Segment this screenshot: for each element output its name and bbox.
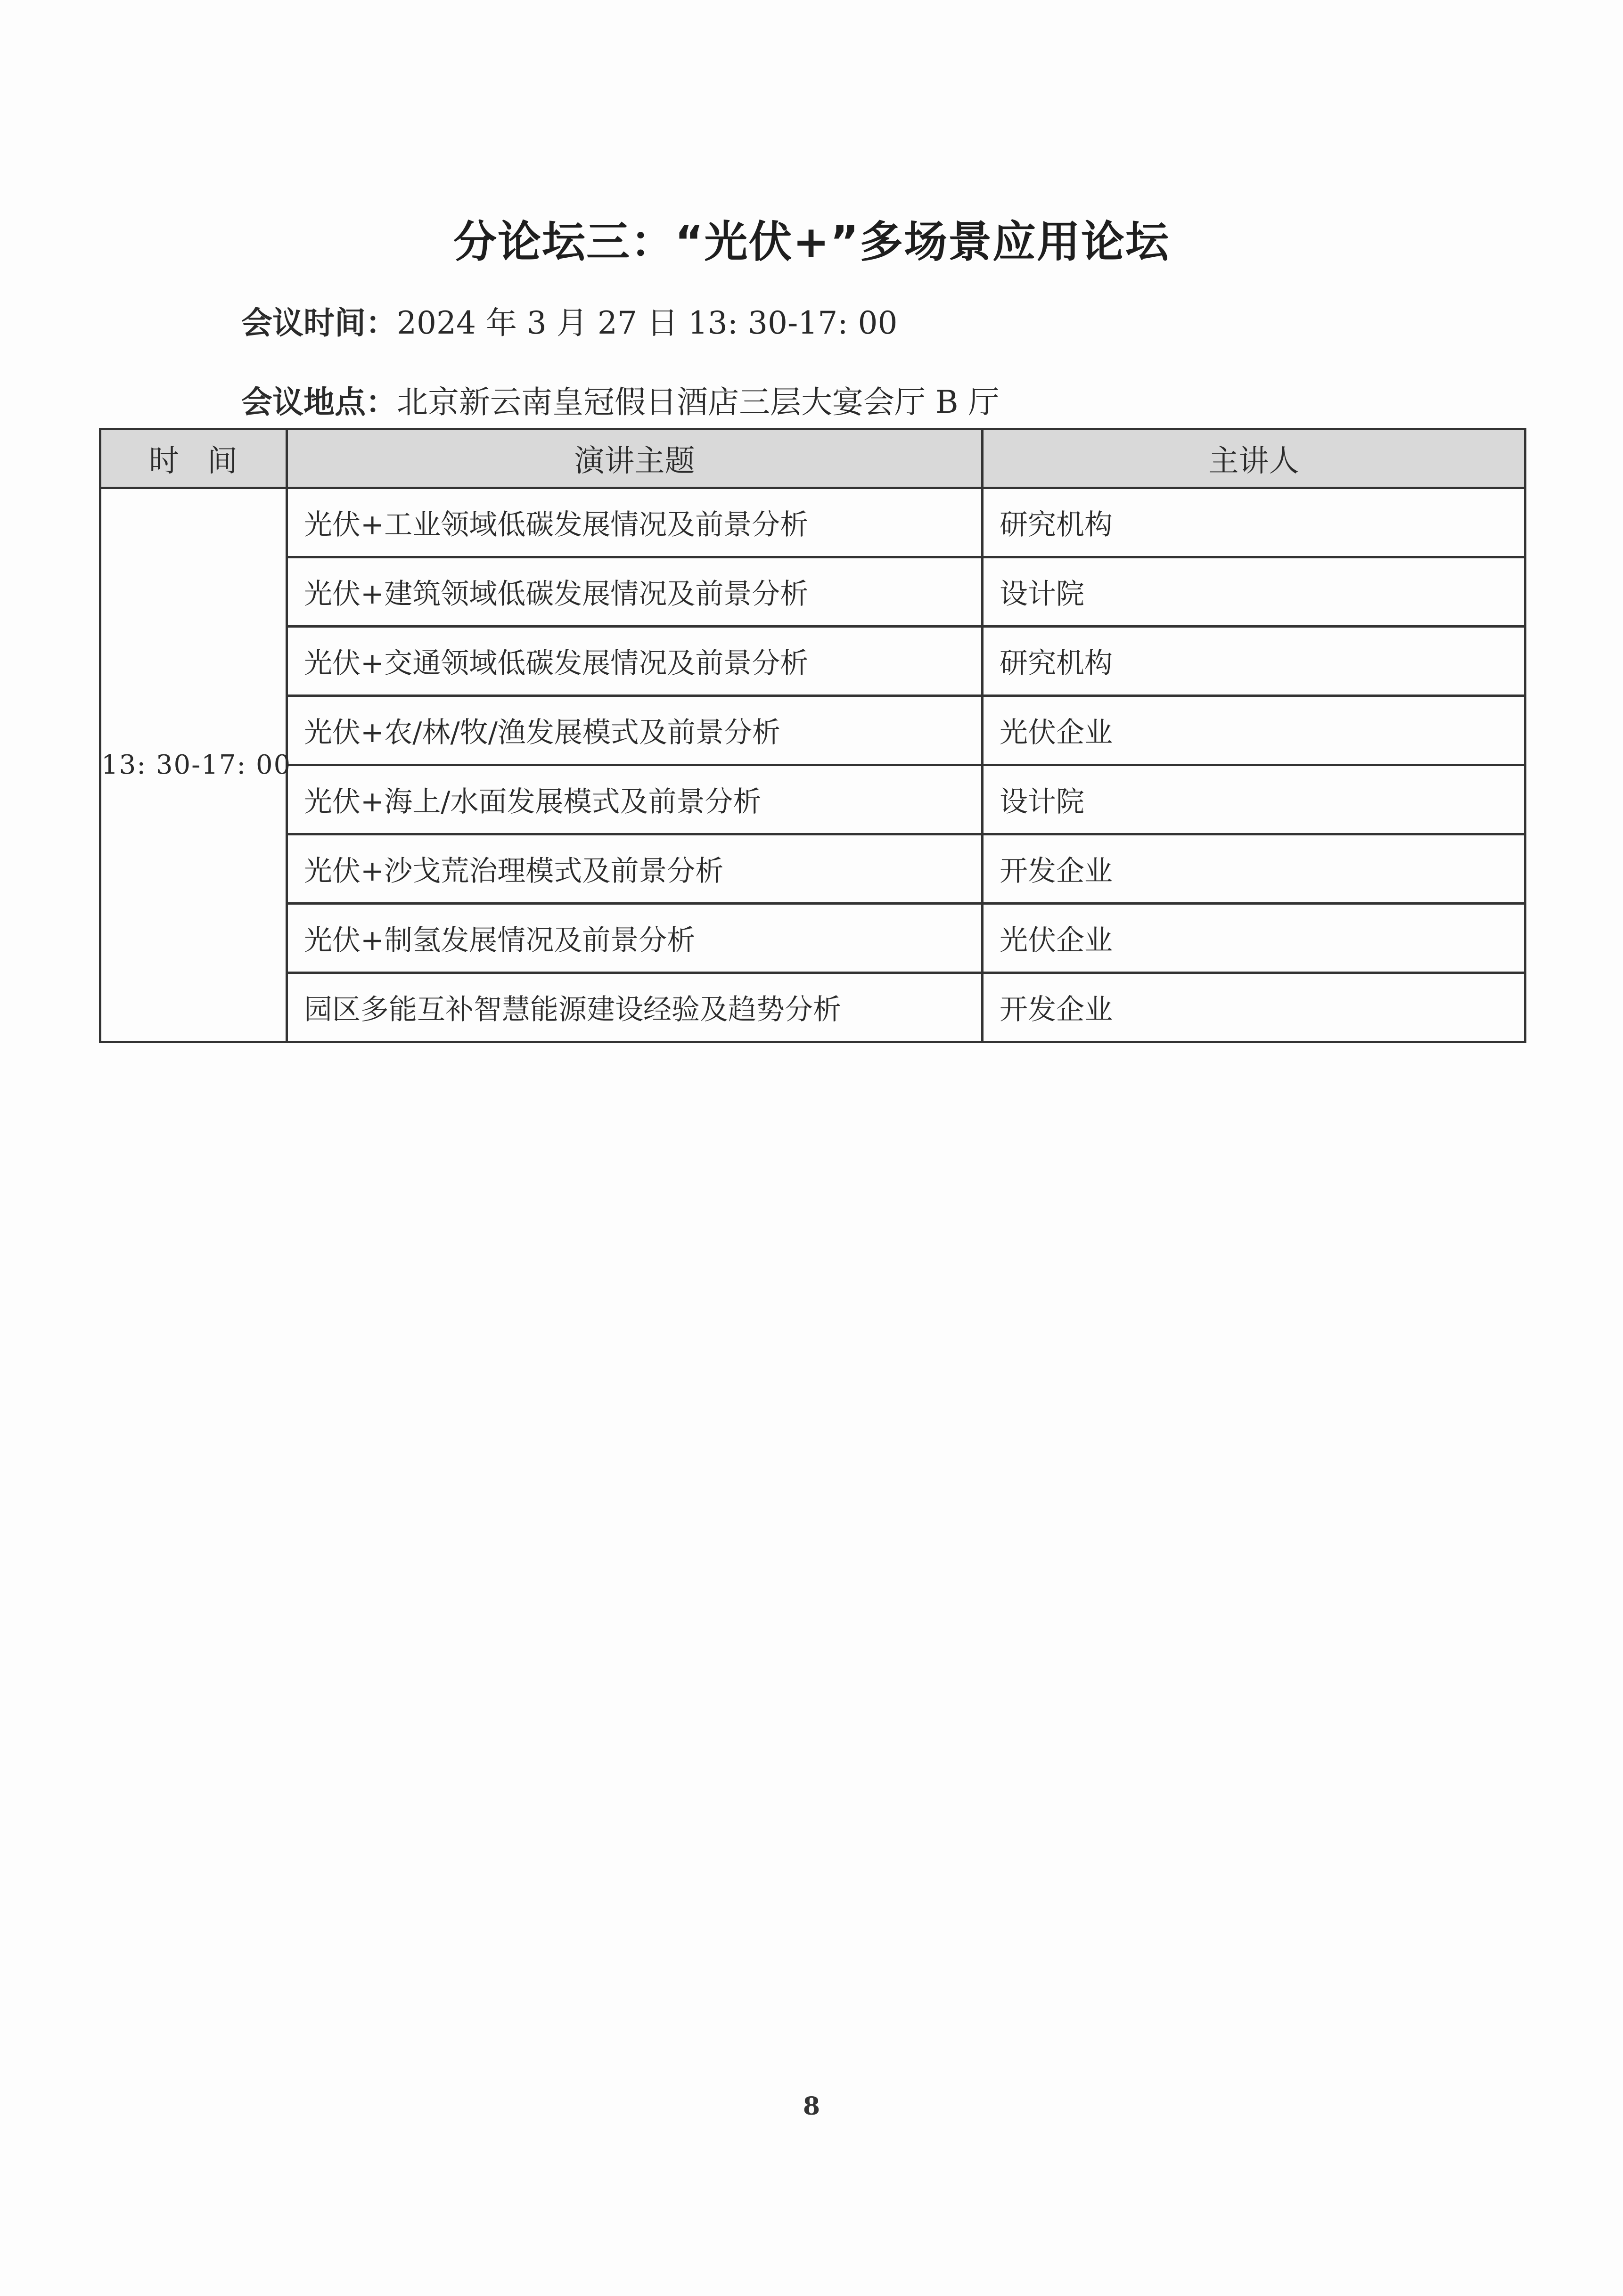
- speaker-cell: 开发企业: [983, 834, 1525, 904]
- meeting-time-value: 2024 年 3 月 27 日 13: 30-17: 00: [397, 305, 898, 341]
- topic-cell: 光伏+农/林/牧/渔发展模式及前景分析: [287, 696, 983, 765]
- speaker-cell: 设计院: [983, 765, 1525, 834]
- meeting-time-label: 会议时间：: [241, 305, 397, 341]
- topic-cell: 光伏+建筑领域低碳发展情况及前景分析: [287, 557, 983, 627]
- meeting-place-label: 会议地点：: [241, 384, 397, 420]
- header-time: 时间: [100, 429, 287, 488]
- speaker-cell: 光伏企业: [983, 904, 1525, 973]
- topic-cell: 光伏+海上/水面发展模式及前景分析: [287, 765, 983, 834]
- meeting-place: [241, 377, 999, 422]
- session-time-cell: 13: 30-17: 00: [100, 488, 287, 1042]
- agenda-table: [99, 428, 1526, 1043]
- meeting-time: [241, 298, 897, 343]
- table-row: [100, 765, 1525, 834]
- table-row: [100, 557, 1525, 627]
- speaker-cell: 研究机构: [983, 488, 1525, 557]
- agenda-header-row: [100, 429, 1525, 488]
- speaker-cell: 研究机构: [983, 627, 1525, 696]
- forum-title: 分论坛三：“光伏+”多场景应用论坛: [453, 217, 1170, 267]
- meeting-place-value: 北京新云南皇冠假日酒店三层大宴会厅 B 厅: [397, 384, 1000, 420]
- table-row: [100, 834, 1525, 904]
- page-number: 8: [803, 2092, 820, 2121]
- header-speaker: 主讲人: [983, 429, 1525, 488]
- table-row: [100, 488, 1525, 557]
- topic-cell: 园区多能互补智慧能源建设经验及趋势分析: [287, 973, 983, 1042]
- table-row: [100, 696, 1525, 765]
- topic-cell: 光伏+交通领域低碳发展情况及前景分析: [287, 627, 983, 696]
- speaker-cell: 开发企业: [983, 973, 1525, 1042]
- topic-cell: 光伏+工业领域低碳发展情况及前景分析: [287, 488, 983, 557]
- table-row: [100, 973, 1525, 1042]
- topic-cell: 光伏+制氢发展情况及前景分析: [287, 904, 983, 973]
- speaker-cell: 光伏企业: [983, 696, 1525, 765]
- header-topic: 演讲主题: [287, 429, 983, 488]
- table-row: [100, 627, 1525, 696]
- topic-cell: 光伏+沙戈荒治理模式及前景分析: [287, 834, 983, 904]
- table-row: [100, 904, 1525, 973]
- speaker-cell: 设计院: [983, 557, 1525, 627]
